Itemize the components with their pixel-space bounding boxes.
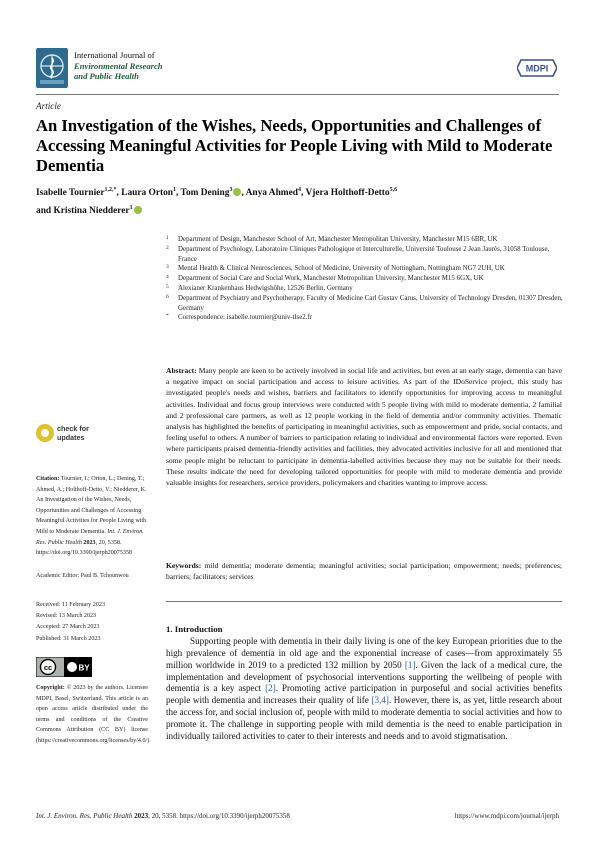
author-name: Laura Orton xyxy=(121,188,174,199)
svg-text:MDPI: MDPI xyxy=(525,63,549,74)
orcid-icon[interactable] xyxy=(134,206,142,214)
citation-link[interactable]: [3,4] xyxy=(371,695,389,706)
author-name: Anya Ahmed xyxy=(245,188,298,199)
publication-dates: Received: 11 February 2023 Revised: 13 March 2023 Accepted: 27 March 2023 Published: 31 March 2023 xyxy=(36,602,105,642)
citation-link[interactable]: [2] xyxy=(265,683,276,694)
check-for-updates-button[interactable]: check for updates xyxy=(36,422,106,448)
orcid-icon[interactable] xyxy=(233,188,241,196)
affiliation-item: 2 Department of Psychology, Laboratoire Cliniques Pathologique et Interculturelle, Université Toulouse 2 Jean Jaurès, 31058 Toulouse, France xyxy=(166,244,550,263)
affiliation-item: 6 Department of Psychiatry and Psychotherapy, Faculty of Medicine Carl Gustav Carus, University of Technology Dresden, 01307 Dresden, Germany xyxy=(166,293,563,312)
author-list: Isabelle Tournier$^{1,2,*}$, Laura Orton$^1$, Tom Dening$^3$ , Anya Ahmed$^4$, Vjera Holthoff-Detto$^{5,6}$ and Kristina Niedderer$^1$ xyxy=(36,187,398,217)
affiliation-item: 3 Mental Health & Clinical Neurosciences, School of Medicine, University of Nottingham, Nottingham NG7 2UH, UK xyxy=(166,264,505,273)
citation-link[interactable]: [1] xyxy=(404,659,416,670)
check-updates-icon xyxy=(36,424,54,442)
author-name: Tom Dening xyxy=(180,188,230,199)
introduction-text: Supporting people with dementia in their daily living is one of the key European priorities due to the high prevalence of dementia in old age and the exponential increase of cases—from approximately 55 million worldwide in 2019 to a predicted 132 million by 2050 [1]. Given the lack of a medical cure, the implementation and development of psychosocial interventions supporting the wellbeing of people with dementia is a key aspect [2]. Promoting active participation in purposeful and social activities benefits people with dementia and increases their quality of life [3,4]. However, there is, as yet, little research about the access for, and social inclusion of, people with mild to moderate dementia to social activities and how to promote it. The challenge in supporting people with mild dementia is the need to enable participation in individually tailored activities to cater to their interests and needs and to avoid stigmatisation. xyxy=(166,636,563,741)
author-name: Vjera Holthoff-Detto xyxy=(305,188,390,199)
article-title: An Investigation of the Wishes, Needs, Opportunities and Challenges of Accessing Meaningful Activities for People Living with Mild to Moderate Dementia xyxy=(36,116,553,175)
affiliation-item: 5 Alexianer Krankenhaus Hedwigshöhe, 12526 Berlin, Germany xyxy=(166,283,353,292)
svg-text:cc: cc xyxy=(43,663,53,672)
citation-block: Citation: Tournier, I.; Orton, L.; Dening, T.; Ahmed, A.; Holthoff-Detto, V.; Niedderer, K. An Investigation of the Wishes, Needs, Opportunities and Challenges of Accessing Meaningful Activities for People Living with Mild to Moderate Dementia. Int. J. Environ. Res. Public Health 2023, 20, 5358. https://doi.org/10.3390/ijerph20075358 xyxy=(36,476,147,557)
mdpi-logo-icon xyxy=(517,56,557,80)
header-rule xyxy=(36,94,559,95)
svg-text:BY: BY xyxy=(78,663,90,673)
affiliation-item: 4 Department of Social Care and Social Work, Manchester Metropolitan University, Manchester M15 6GX, UK xyxy=(166,274,484,283)
footer-citation: Int. J. Environ. Res. Public Health 2023, 20, 5358. https://doi.org/10.3390/ijerph20075358 xyxy=(36,812,290,820)
section-divider xyxy=(166,601,562,602)
journal-name: International Journal of Environmental Research and Public Health xyxy=(74,50,163,81)
journal-url-link[interactable]: https://www.mdpi.com/journal/ijerph xyxy=(454,812,559,820)
article-type: Article xyxy=(36,101,62,111)
cc-by-license-icon[interactable] xyxy=(36,657,92,677)
academic-editor: Academic Editor: Paul B. Tchounwou xyxy=(36,573,129,579)
affiliation-item: 1 Department of Design, Manchester School of Art, Manchester Metropolitan University, Manchester M15 6BR, UK xyxy=(166,235,498,243)
section-heading: 1. Introduction xyxy=(166,624,223,634)
copyright-block: Copyright: © 2023 by the authors. Licensee MDPI, Basel, Switzerland. This article is an open access article distributed under the terms and conditions of the Creative Commons Attribution (CC BY) license (https://creativecommons.org/licenses/by/4.0/). xyxy=(36,685,151,744)
author-name: Isabelle Tournier xyxy=(36,188,105,199)
correspondence[interactable]: * Correspondence: isabelle.tournier@univ-tlse2.fr xyxy=(166,313,313,322)
affiliations xyxy=(166,235,566,323)
author-name: Kristina Niedderer xyxy=(53,206,130,217)
abstract: Abstract: Many people are keen to be actively involved in social life and activities, but even at an early stage, dementia can have a negative impact on social participation and access to leisure activities. As part of the IDoService project, this study has investigated people's needs and wishes, barriers and facilitators to identify opportunities for improving access to meaningful activities. Individual and focus group interviews were conducted with 5 people living with mild to moderate dementia, 2 familial and 2 professional care partners, as well as 12 people working in the field of dementia and/or community activities. Thematic analysis has highlighted the benefits of participating in meaningful activities, such as empowerment and pride, social contacts, and feeling useful to others. A number of barriers to participation relating to individual and environmental factors were reported. Even where participants praised dementia-friendly activities and facilities, they advocated activities inclusive for all and mentioned that some people might be reluctant to participate in dementia-labelled activities because they may not be suitable for their needs. These results indicate the need for developing tailored opportunities for people with mild to moderate dementia and provide valuable insights for researchers, service providers, policymakers and charities wanting to improve access. xyxy=(166,366,562,488)
journal-logo-icon xyxy=(36,48,68,88)
keywords: Keywords: mild dementia; moderate dementia; meaningful activities; social participation; empowerment; needs; preferences; barriers; facilitators; services xyxy=(166,561,562,582)
